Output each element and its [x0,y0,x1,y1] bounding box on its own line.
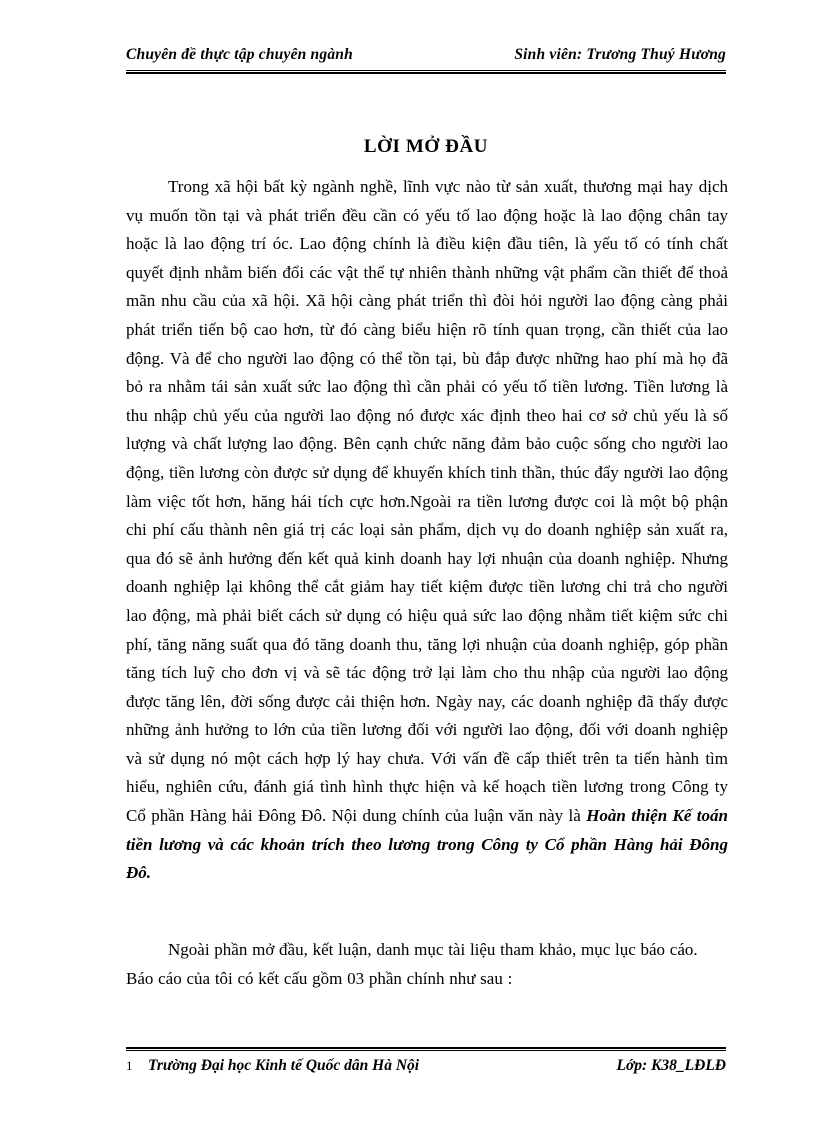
footer-right-text: Lớp: K38_LĐLĐ [616,1057,726,1074]
document-body [126,173,728,888]
document-body-tail [126,936,728,993]
header-rule [126,70,726,74]
body-paragraph-2 [126,936,728,965]
footer-left-text: Trường Đại học Kinh tế Quốc dân Hà Nội [148,1057,420,1074]
page-number: 1 [126,1058,133,1073]
running-footer [126,1057,726,1075]
running-header [126,46,726,64]
page-title: LỜI MỞ ĐẦU [363,136,489,157]
body-paragraph-3 [126,965,728,994]
paragraph-text-run: Ngoài phần mở đầu, kết luận, danh mục tài liệu tham khảo, mục lục báo cáo. [168,940,698,959]
paragraph-text-run: Trong xã hội bất kỳ ngành nghề, lĩnh vực nào từ sản xuất, thương mại hay dịch vụ muốn tồn tại và phát triển đều cần có yếu tố lao động hoặc là lao động chân tay hoặc là lao động trí óc. Lao động chính là điều kiện đầu tiên, là yếu tố có tính chất quyết định nhằm biến đổi các vật thể tự nhiên thành những vật phẩm cần thiết để thoả mãn nhu cầu của xã hội. Xã hội càng phát triển thì đòi hỏi người lao động càng phải phát triển tiến bộ cao hơn, từ đó càng biểu hiện rõ tính quan trọng, cần thiết của lao động. Và để cho người lao động có thể tồn tại, bù đắp được những hao phí mà họ đã bỏ ra nhằm tái sản xuất sức lao động thì cần phải có yếu tố tiền lương. Tiền lương là thu nhập chủ yếu của người lao động nó được xác định theo hai cơ sở chủ yếu là số lượng và chất lượng lao động. Bên cạnh chức năng đảm bảo cuộc sống cho người lao động, tiền lương còn được sử dụng để khuyến khích tinh thần, thúc đẩy người lao động làm việc tốt hơn, hăng hái tích cực hơn.Ngoài ra tiền lương được coi là một bộ phận chi phí cấu thành nên giá trị các loại sản phẩm, dịch vụ do doanh nghiệp sản xuất ra, qua đó sẽ ảnh hưởng đến kết quả kinh doanh hay lợi nhuận của doanh nghiệp. Nhưng doanh nghiệp lại không thể cắt giảm hay tiết kiệm được tiền lương chi trả cho người lao động, mà phải biết cách sử dụng có hiệu quả sức lao động nhằm tiết kiệm sức chi phí, tăng năng suất qua đó tăng doanh thu, tăng lợi nhuận của doanh nghiệp, góp phần tăng tích luỹ cho đơn vị và sẽ tác động trở lại làm cho thu nhập của người lao động được tăng lên, đời sống được cải thiện hơn. Ngày nay, các doanh nghiệp đã thấy được những ảnh hưởng to lớn của tiền lương đối với người lao động, đối với doanh nghiệp và sử dụng nó một cách hợp lý hay chưa. Với vấn đề cấp thiết trên ta tiến hành tìm hiểu, nghiên cứu, đánh giá tình hình thực hiện và kế hoạch tiền lương trong Công ty Cổ phần Hàng hải Đông Đô. Nội dung chính của luận văn này là [126,177,728,826]
footer-rule [126,1047,726,1051]
header-left-text: Chuyên đề thực tập chuyên ngành [126,46,353,63]
emphasized-thesis-title: Hoàn thiện Kế toán tiền lương và các khoản trích theo lương trong Công ty Cổ phần Hàng hải Đông Đô. [126,806,728,883]
body-paragraph-1 [126,173,728,888]
header-right-text: Sinh viên: Trương Thuý Hương [514,46,726,63]
paragraph-text-run: Báo cáo của tôi có kết cấu gồm 03 phần chính như sau : [126,968,513,988]
